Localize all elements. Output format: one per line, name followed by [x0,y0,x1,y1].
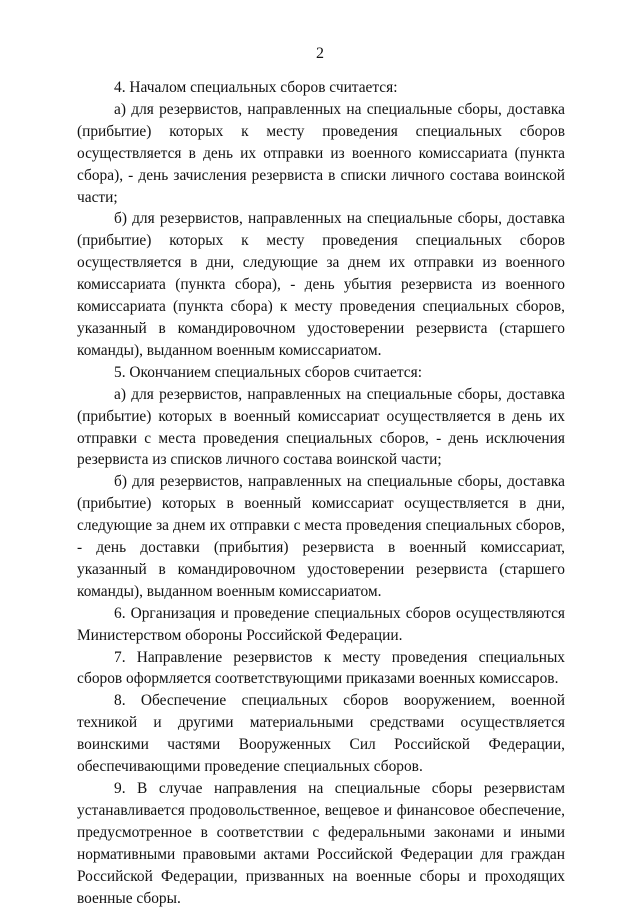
paragraph-5a: а) для резервистов, направленных на специальные сборы, доставка (прибытие) которых в военный комиссариат осуществляется в день их отправки с места проведения специальных сборов, - день исключения резервиста из списков личного состава воинской части; [77,385,565,469]
paragraph-9: 9. В случае направления на специальные сборы резервистам устанавливается продовольственное, вещевое и финансовое обеспечение, предусмотренное в соответствии с федеральными законами и иными нормативными правовыми актами Российской Федерации для граждан Российской Федерации, призванных на военные сборы и проходящих военные сборы. [77,780,565,907]
paragraph-8: 8. Обеспечение специальных сборов вооружением, военной техникой и другими материальными средствами осуществляется воинскими частями Вооруженных Сил Российской Федерации, обеспечивающими проведение специальных сборов. [77,692,565,776]
paragraph-4-heading: 4. Началом специальных сборов считается: [114,79,398,96]
paragraph-5b: б) для резервистов, направленных на специальные сборы, доставка (прибытие) которых в военный комиссариат осуществляется в дни, следующие за днем их отправки с места проведения специальных сборов, - день доставки (прибытия) резервиста в военный комиссариат, указанный в командировочном удостоверении резервиста (старшего команды), выданном военным комиссариатом. [77,473,565,600]
paragraph-4a: а) для резервистов, направленных на специальные сборы, доставка (прибытие) которых к месту проведения специальных сборов осуществляется в день их отправки из военного комиссариата (пункта сбора), - день зачисления резервиста в списки личного состава воинской части; [77,100,565,206]
paragraph-7: 7. Направление резервистов к месту проведения специальных сборов оформляется соответствующими приказами военных комиссаров. [77,648,565,688]
page-number: 2 [316,45,324,62]
paragraph-5-heading: 5. Окончанием специальных сборов считается: [114,363,422,381]
paragraph-6: 6. Организация и проведение специальных сборов осуществляются Министерством обороны Российской Федерации. [77,604,565,644]
paragraph-4b: б) для резервистов, направленных на специальные сборы, доставка (прибытие) которых к месту проведения специальных сборов осуществляется в дни, следующие за днем их отправки из военного комиссариата (пункта сбора), - день убытия резервиста из военного комиссариата (пункта сбора) к месту проведения специальных сборов, указанный в командировочном удостоверении резервиста (старшего команды), выданном военным комиссариатом. [77,210,565,359]
document-body [77,77,565,909]
